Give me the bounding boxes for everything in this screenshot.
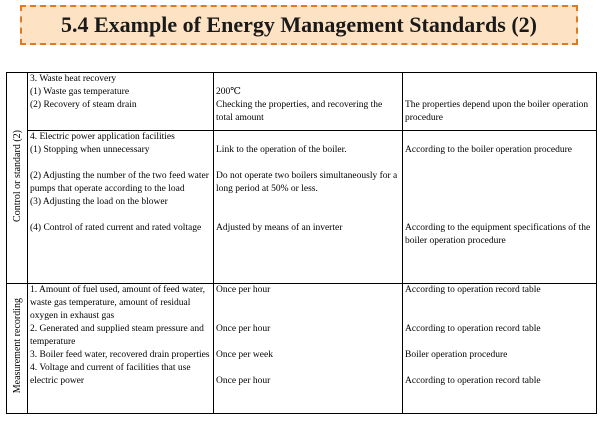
section-label-control: Control or standard (2) [7,73,28,284]
value-cell: Once per hour Once per hour Once per week Once per hour [214,284,403,414]
page-title: 5.4 Example of Energy Management Standards (2) [60,12,538,37]
value-cell: Link to the operation of the boiler. Do not operate two boilers simultaneously for a long period at 50% or less. Adjusted by means of an inverter [214,131,403,284]
note-cell: According to operation record table According to operation record table Boiler operation procedure According to operation record table [403,284,597,414]
note-cell: According to the boiler operation procedure According to the equipment specifications of the boiler operation procedure [403,131,597,284]
table-row [7,131,597,284]
standards-table [6,72,597,414]
section-label-measurement: Measurement recording [7,284,28,414]
item-cell: 4. Electric power application facilities (1) Stopping when unnecessary (2) Adjusting the number of the two feed water pumps that operate according to the load (3) Adjusting the load on the blower (4) Control of rated current and rated voltage [28,131,214,284]
note-cell: The properties depend upon the boiler operation procedure [403,73,597,131]
title-banner [20,5,578,45]
table-row [7,284,597,414]
value-cell: 200℃ Checking the properties, and recovering the total amount [214,73,403,131]
item-cell: 1. Amount of fuel used, amount of feed water, waste gas temperature, amount of residual oxygen in exhaust gas 2. Generated and supplied steam pressure and temperature 3. Boiler feed water, recovered drain properties 4. Voltage and current of facilities that use electric power [28,284,214,414]
item-cell: 3. Waste heat recovery (1) Waste gas temperature (2) Recovery of steam drain [28,73,214,131]
table-row [7,73,597,131]
